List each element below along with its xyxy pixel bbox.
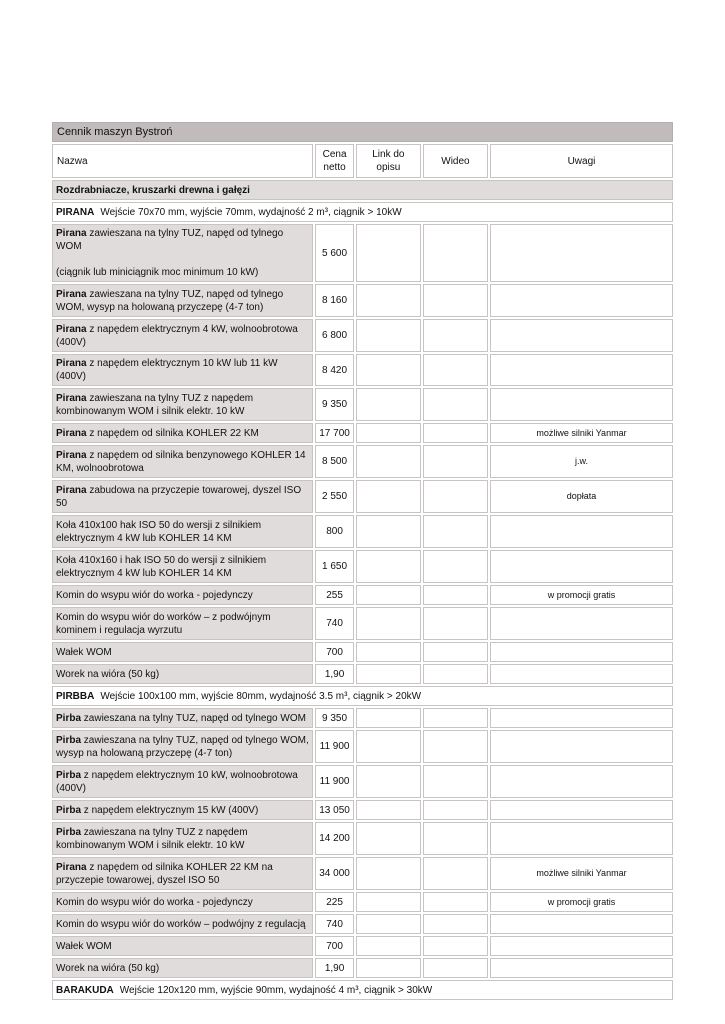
item-notes (490, 708, 673, 728)
item-link (356, 958, 421, 978)
item-model: Pirana (56, 392, 87, 404)
item-price: 2 550 (315, 480, 354, 513)
price-list-sheet (52, 120, 673, 1002)
item-name (52, 550, 313, 583)
item-description: Koła 410x160 i hak ISO 50 do wersji z silnikiem elektrycznym 4 kW lub KOHLER 14 KM (56, 554, 267, 579)
item-notes (490, 936, 673, 956)
item-description: z napędem elektrycznym 10 kW lub 11 kW (400V) (56, 358, 278, 382)
item-model: Pirba (56, 804, 82, 816)
item-name (52, 284, 313, 317)
header-name: Nazwa (52, 144, 313, 178)
table-row (52, 284, 673, 317)
item-notes (490, 914, 673, 934)
header-video: Wideo (423, 144, 488, 178)
item-description: z napędem elektrycznym 4 kW, wolnoobrotowa (400V) (56, 323, 298, 348)
item-link (356, 515, 421, 548)
item-description: zawieszana na tylny TUZ, napęd od tylnego WOM, wysyp na holowaną przyczepę (4-7 ton) (56, 288, 284, 313)
item-name (52, 958, 313, 978)
item-video (423, 445, 488, 478)
item-notes: możliwe silniki Yanmar (490, 423, 673, 443)
item-link (356, 445, 421, 478)
header-row (52, 144, 673, 178)
item-notes (490, 730, 673, 763)
item-notes (490, 822, 673, 855)
item-notes (490, 319, 673, 352)
item-video (423, 284, 488, 317)
item-price: 800 (315, 515, 354, 548)
item-price: 9 350 (315, 388, 354, 421)
item-description: Wałek WOM (56, 940, 112, 952)
item-price: 6 800 (315, 319, 354, 352)
table-row (52, 936, 673, 956)
item-notes (490, 284, 673, 317)
item-name (52, 319, 313, 352)
item-name (52, 423, 313, 443)
item-price: 740 (315, 607, 354, 640)
item-notes (490, 388, 673, 421)
item-link (356, 319, 421, 352)
item-model: Pirana (56, 484, 87, 496)
table-title-row (52, 122, 673, 142)
table-row (52, 354, 673, 386)
item-link (356, 388, 421, 421)
table-row (52, 642, 673, 662)
table-row (52, 822, 673, 855)
item-video (423, 388, 488, 421)
table-row (52, 319, 673, 352)
table-row (52, 445, 673, 478)
item-notes (490, 958, 673, 978)
item-link (356, 765, 421, 798)
item-link (356, 914, 421, 934)
item-notes (490, 550, 673, 583)
item-model: Pirba (56, 769, 82, 781)
item-link (356, 224, 421, 282)
header-notes: Uwagi (490, 144, 673, 178)
item-model: Pirana (56, 358, 87, 369)
item-video (423, 664, 488, 684)
item-price: 11 900 (315, 765, 354, 798)
model-name: BARAKUDA (56, 984, 114, 996)
item-price: 225 (315, 892, 354, 912)
item-notes (490, 664, 673, 684)
table-row (52, 664, 673, 684)
item-video (423, 607, 488, 640)
item-model: Pirana (56, 288, 87, 300)
item-name (52, 892, 313, 912)
item-video (423, 319, 488, 352)
item-video (423, 822, 488, 855)
item-model: Pirba (56, 712, 82, 724)
item-description: Komin do wsypu wiór do worka - pojedynczy (56, 896, 253, 908)
item-link (356, 480, 421, 513)
item-description: zawieszana na tylny TUZ z napędem kombinowanym WOM i silnik elektr. 10 kW (56, 826, 248, 851)
item-notes (490, 642, 673, 662)
item-name (52, 642, 313, 662)
item-description: Komin do wsypu wiór do worków – podwójny z regulacją (56, 918, 306, 930)
item-name (52, 730, 313, 763)
item-description: zawieszana na tylny TUZ, napęd od tylnego WOM, wysyp na holowaną przyczepę (4-7 ton) (56, 734, 309, 759)
item-name (52, 388, 313, 421)
item-video (423, 708, 488, 728)
item-description: z napędem od silnika KOHLER 22 KM na przyczepie towarowej, dyszel ISO 50 (56, 861, 273, 886)
item-link (356, 892, 421, 912)
model-section-row (52, 980, 673, 1000)
item-link (356, 284, 421, 317)
price-table-body (52, 122, 673, 1000)
item-price: 17 700 (315, 423, 354, 443)
item-price: 700 (315, 642, 354, 662)
table-row (52, 914, 673, 934)
item-description: Wałek WOM (56, 646, 112, 658)
item-name (52, 857, 313, 890)
table-row (52, 765, 673, 798)
item-notes (490, 515, 673, 548)
table-row (52, 607, 673, 640)
item-name (52, 800, 313, 820)
table-row (52, 800, 673, 820)
item-price: 1,90 (315, 958, 354, 978)
item-extra: (ciągnik lub miniciągnik moc minimum 10 kW) (56, 267, 259, 278)
item-link (356, 607, 421, 640)
item-model: Pirba (56, 734, 82, 746)
item-price: 700 (315, 936, 354, 956)
table-row (52, 388, 673, 421)
model-name: PIRANA (56, 206, 95, 218)
item-description: z napędem od silnika benzynowego KOHLER 14 KM, wolnoobrotowa (56, 449, 306, 474)
item-model: Pirana (56, 228, 87, 239)
item-price: 5 600 (315, 224, 354, 282)
table-row (52, 730, 673, 763)
model-name: PIRBBA (56, 690, 95, 702)
item-price: 8 160 (315, 284, 354, 317)
item-video (423, 550, 488, 583)
table-title: Cennik maszyn Bystroń (52, 122, 673, 142)
item-description: Worek na wióra (50 kg) (56, 668, 160, 680)
model-specs: Wejście 120x120 mm, wyjście 90mm, wydajność 4 m³, ciągnik > 30kW (119, 984, 433, 996)
item-notes (490, 224, 673, 282)
item-name (52, 765, 313, 798)
item-model: Pirana (56, 427, 87, 439)
item-link (356, 800, 421, 820)
item-video (423, 892, 488, 912)
item-price: 9 350 (315, 708, 354, 728)
item-link (356, 708, 421, 728)
model-section-row (52, 686, 673, 706)
item-link (356, 423, 421, 443)
item-description: Koła 410x100 hak ISO 50 do wersji z silnikiem elektrycznym 4 kW lub KOHLER 14 KM (56, 519, 262, 544)
item-link (356, 857, 421, 890)
item-description: zawieszana na tylny TUZ z napędem kombinowanym WOM i silnik elektr. 10 kW (56, 392, 254, 417)
item-link (356, 936, 421, 956)
item-video (423, 515, 488, 548)
item-video (423, 354, 488, 386)
item-video (423, 765, 488, 798)
item-model: Pirana (56, 449, 87, 461)
item-description: zawieszana na tylny TUZ, napęd od tylnego WOM (81, 712, 306, 724)
item-description: z napędem elektrycznym 15 kW (400V) (81, 804, 259, 816)
model-section-cell (52, 980, 673, 1000)
item-video (423, 936, 488, 956)
item-name (52, 664, 313, 684)
item-price: 1 650 (315, 550, 354, 583)
table-row (52, 515, 673, 548)
item-notes: j.w. (490, 445, 673, 478)
item-name (52, 445, 313, 478)
item-price: 8 500 (315, 445, 354, 478)
item-model: Pirana (56, 323, 87, 335)
item-price: 11 900 (315, 730, 354, 763)
table-row (52, 708, 673, 728)
item-video (423, 958, 488, 978)
item-video (423, 423, 488, 443)
item-model: Pirba (56, 826, 82, 838)
category-label: Rozdrabniacze, kruszarki drewna i gałęzi (52, 180, 673, 200)
item-link (356, 664, 421, 684)
category-row (52, 180, 673, 200)
header-price: Cena netto (315, 144, 354, 178)
item-price: 255 (315, 585, 354, 605)
item-description: Worek na wióra (50 kg) (56, 962, 160, 974)
item-name (52, 607, 313, 640)
item-name (52, 914, 313, 934)
model-specs: Wejście 70x70 mm, wyjście 70mm, wydajność 2 m³, ciągnik > 10kW (100, 206, 402, 218)
item-name (52, 708, 313, 728)
item-name (52, 224, 313, 282)
table-row (52, 224, 673, 282)
item-price: 740 (315, 914, 354, 934)
item-description: Komin do wsypu wiór do worka - pojedynczy (56, 589, 253, 601)
model-section-row (52, 202, 673, 222)
item-description: z napędem elektrycznym 10 kW, wolnoobrotowa (400V) (56, 769, 298, 794)
table-row (52, 550, 673, 583)
model-specs: Wejście 100x100 mm, wyjście 80mm, wydajność 3.5 m³, ciągnik > 20kW (100, 690, 422, 702)
item-notes: w promocji gratis (490, 892, 673, 912)
item-notes (490, 800, 673, 820)
item-video (423, 857, 488, 890)
item-name (52, 480, 313, 513)
item-spacer (56, 253, 309, 266)
model-section-cell (52, 202, 673, 222)
item-link (356, 550, 421, 583)
item-description: z napędem od silnika KOHLER 22 KM (86, 427, 259, 439)
item-price: 1,90 (315, 664, 354, 684)
table-row (52, 585, 673, 605)
item-link (356, 642, 421, 662)
item-link (356, 354, 421, 386)
header-link: Link do opisu (356, 144, 421, 178)
table-row (52, 958, 673, 978)
item-notes (490, 354, 673, 386)
item-video (423, 480, 488, 513)
item-name (52, 585, 313, 605)
table-row (52, 423, 673, 443)
item-notes (490, 607, 673, 640)
item-link (356, 730, 421, 763)
price-table (50, 120, 675, 1002)
table-row (52, 857, 673, 890)
item-name (52, 936, 313, 956)
item-video (423, 585, 488, 605)
item-model: Pirana (56, 861, 87, 873)
item-video (423, 730, 488, 763)
model-section-cell (52, 686, 673, 706)
item-description: zabudowa na przyczepie towarowej, dyszel ISO 50 (56, 484, 302, 509)
item-price: 8 420 (315, 354, 354, 386)
item-description: Komin do wsypu wiór do worków – z podwójnym kominem i regulacja wyrzutu (56, 611, 271, 636)
item-link (356, 822, 421, 855)
item-name (52, 515, 313, 548)
item-name (52, 822, 313, 855)
item-video (423, 224, 488, 282)
item-notes: dopłata (490, 480, 673, 513)
table-row (52, 480, 673, 513)
table-row (52, 892, 673, 912)
item-name (52, 354, 313, 386)
item-price: 34 000 (315, 857, 354, 890)
item-price: 14 200 (315, 822, 354, 855)
item-price: 13 050 (315, 800, 354, 820)
item-notes: w promocji gratis (490, 585, 673, 605)
item-notes (490, 765, 673, 798)
item-video (423, 642, 488, 662)
item-notes: możliwe silniki Yanmar (490, 857, 673, 890)
item-description: zawieszana na tylny TUZ, napęd od tylnego WOM (56, 228, 284, 252)
item-video (423, 914, 488, 934)
item-link (356, 585, 421, 605)
item-video (423, 800, 488, 820)
